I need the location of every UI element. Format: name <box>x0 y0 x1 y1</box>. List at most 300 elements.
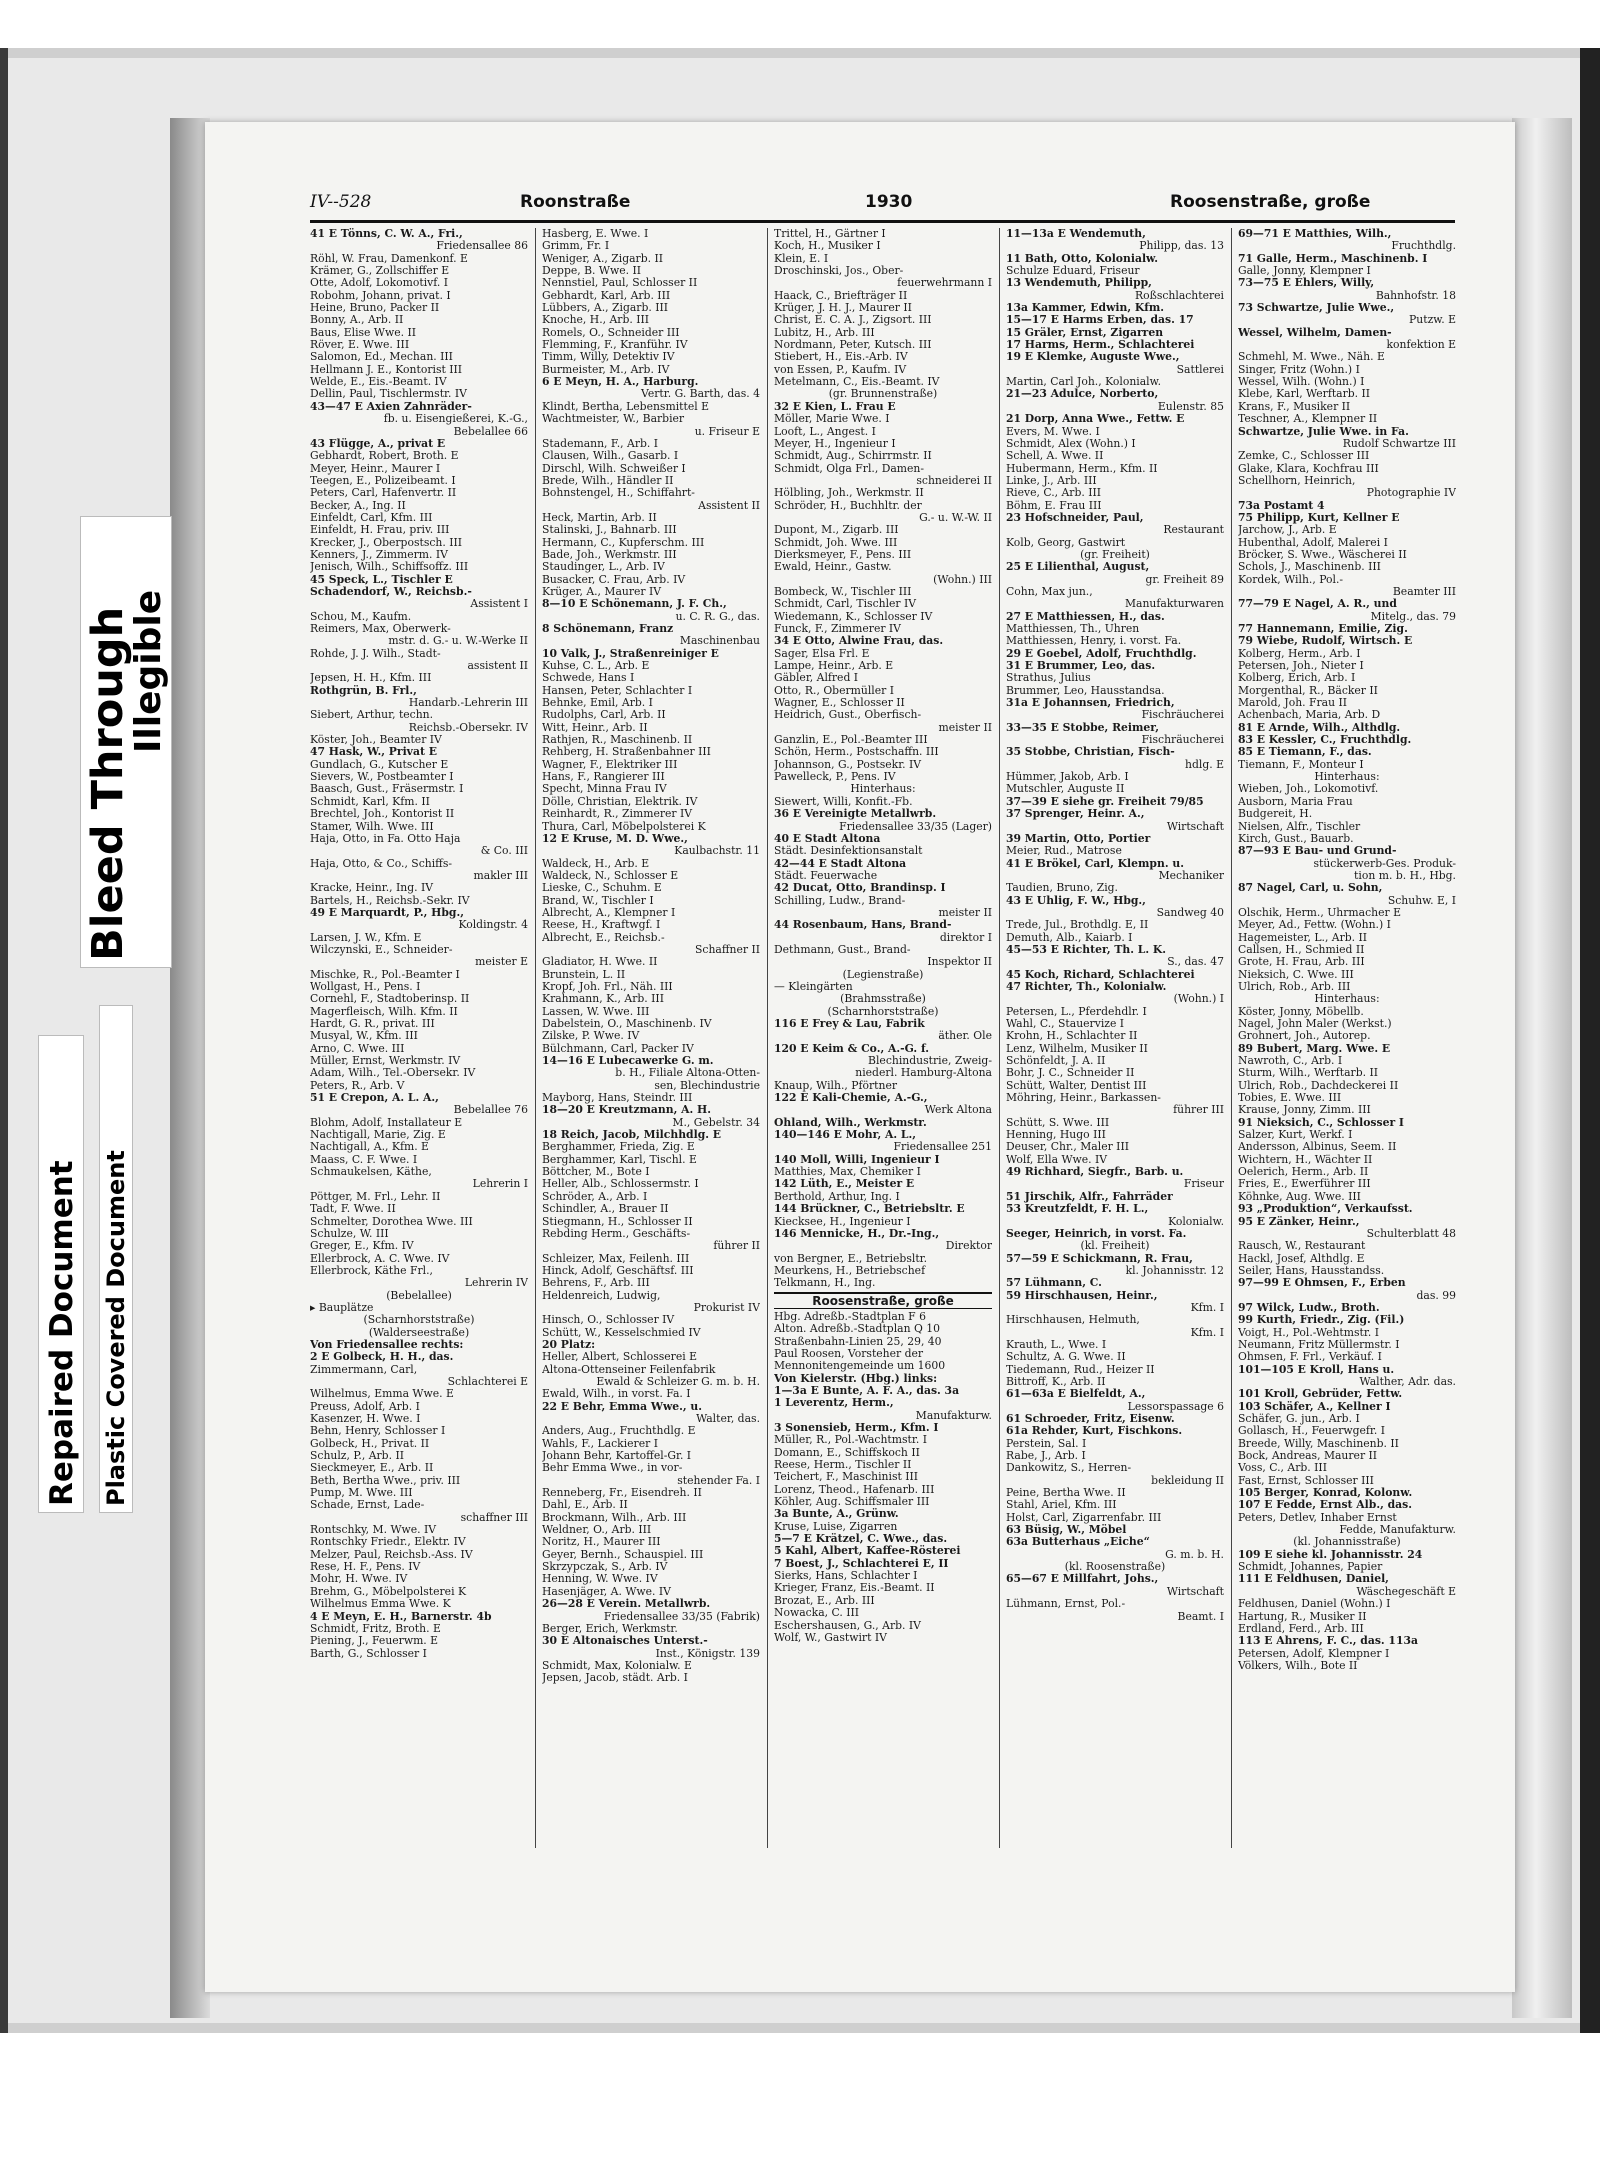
directory-entry: Wieben, Joh., Lokomotivf. <box>1238 783 1379 796</box>
directory-entry: 6 E Meyn, H. A., Harburg. <box>542 376 699 389</box>
directory-entry: Hasenjäger, A. Wwe. IV <box>542 1585 671 1598</box>
directory-entry: Ellerbrock, Käthe Frl., <box>310 1264 433 1277</box>
directory-entry: Kolberg, Herm., Arb. I <box>1238 647 1361 660</box>
directory-entry: Beth, Bertha Wwe., priv. III <box>310 1474 461 1487</box>
directory-entry: Rontschky, M. Wwe. IV <box>310 1524 437 1537</box>
directory-entry: Henning, Hugo III <box>1006 1129 1106 1142</box>
directory-entry: Heine, Bruno, Packer II <box>310 302 440 315</box>
directory-entry: Telkmann, H., Ing. <box>774 1277 876 1290</box>
directory-entry: Einfeldt, H. Frau, priv. III <box>310 524 450 537</box>
column-divider <box>999 228 1000 1848</box>
directory-entry: 23 Hofschneider, Paul, <box>1006 511 1144 524</box>
directory-entry: 97—99 E Ohmsen, F., Erben <box>1238 1277 1406 1290</box>
directory-entry: Funck, F., Zimmerer IV <box>774 623 901 635</box>
directory-entry: fb. u. Eisengießerei, K.-G., <box>383 413 528 426</box>
directory-entry: Preuss, Adolf, Arb. I <box>310 1400 420 1413</box>
directory-entry: schneiderei II <box>916 474 992 487</box>
directory-entry: äther. Öle <box>938 1030 992 1043</box>
directory-entry: Schmehl, M. Wwe., Näh. E <box>1238 351 1385 364</box>
directory-entry: 1—3a E Bunte, A. F. A., das. 3a <box>774 1384 960 1397</box>
directory-entry: Von Friedensallee rechts: <box>310 1338 464 1351</box>
directory-entry: Taudien, Bruno, Zig. <box>1006 882 1118 895</box>
directory-entry: Klebe, Karl, Werftarb. II <box>1238 388 1371 401</box>
directory-entry: Meier, Rud., Matrose <box>1006 845 1122 858</box>
directory-entry: S., das. 47 <box>1167 956 1224 969</box>
directory-entry: Inst., Königstr. 139 <box>655 1647 760 1660</box>
directory-entry: Musyal, W., Kfm. III <box>310 1030 418 1043</box>
directory-entry: Bartels, H., Reichsb.-Sekr. IV <box>310 894 470 907</box>
directory-entry: Hellmann J. E., Kontorist III <box>310 363 463 376</box>
directory-entry: (gr. Freiheit) <box>1080 548 1150 561</box>
directory-entry: 3 Sonensieb, Herm., Kfm. I <box>774 1422 939 1434</box>
directory-entry: Gundlach, G., Kutscher E <box>310 758 449 771</box>
directory-entry: hdlg. E <box>1185 758 1224 771</box>
directory-entry: Anders, Aug., Fruchthdlg. E <box>542 1425 696 1438</box>
directory-entry: 7 Boest, J., Schlachterei E, II <box>774 1557 949 1570</box>
directory-entry: 5 Kahl, Albert, Kaffee-Rösterei <box>774 1545 961 1558</box>
label-illegible: Illegible <box>128 589 169 753</box>
directory-entry: Dabelstein, O., Maschinenb. IV <box>542 1018 712 1030</box>
directory-entry: 4 E Meyn, E. H., Barnerstr. 4b <box>310 1610 492 1623</box>
directory-entry: Fischräucherei <box>1141 709 1224 722</box>
directory-entry: 49 Richhard, Siegfr., Barb. u. <box>1006 1166 1184 1179</box>
directory-entry: Mechaniker <box>1158 869 1224 882</box>
directory-column-5 <box>1238 228 1456 1848</box>
directory-entry: Schmidt, Max, Kolonialw. E <box>542 1659 692 1672</box>
directory-entry: Dirschl, Wilh. Schweißer I <box>542 462 686 475</box>
directory-entry: Callsen, H., Schmied II <box>1238 943 1365 956</box>
directory-entry: Linke, J., Arb. III <box>1006 474 1097 487</box>
directory-entry: Albrecht, E., Reichsb.- <box>542 931 665 944</box>
directory-entry: Dupont, M., Zigarb. III <box>774 524 899 537</box>
directory-entry: Arno, C. Wwe. III <box>310 1042 405 1055</box>
directory-entry: Larsen, J. W., Kfm. E <box>310 931 422 944</box>
directory-entry: Böttcher, M., Bote I <box>542 1166 650 1179</box>
directory-entry: Ulrich, Rob., Arb. III <box>1238 980 1351 993</box>
directory-entry: Andersson, Albinus, Seem. II <box>1238 1141 1397 1154</box>
header-rule <box>310 220 1455 223</box>
directory-entry: Kordek, Wilh., Pol.- <box>1238 573 1344 586</box>
directory-entry: Piening, J., Feuerwm. E <box>310 1635 439 1648</box>
scan-edge-left <box>0 48 8 2033</box>
directory-entry: Lassen, W. Wwe. III <box>542 1005 650 1018</box>
directory-entry: Lieske, C., Schuhm. E <box>542 882 662 895</box>
directory-entry: Matthies, Max, Chemiker I <box>774 1166 921 1179</box>
directory-entry: Berghammer, Frieda, Zig. E <box>542 1141 695 1154</box>
directory-entry: Deppe, B. Wwe. II <box>542 265 642 278</box>
directory-entry: Pöttger, M. Frl., Lehr. II <box>310 1190 441 1203</box>
directory-entry: Schmidt, Karl, Kfm. II <box>310 795 430 808</box>
directory-entry: Hagemeister, L., Arb. II <box>1238 931 1368 944</box>
directory-entry: Evers, M. Wwe. I <box>1006 425 1100 438</box>
directory-entry: von Essen, P., Kaufm. IV <box>774 363 907 376</box>
directory-entry: Dierksmeyer, F., Pens. III <box>774 548 912 561</box>
directory-entry: Morgenthal, R., Bäcker II <box>1238 684 1378 697</box>
directory-entry: Kiecksee, H., Ingenieur I <box>774 1215 911 1228</box>
directory-entry: 59 Hirschhausen, Heinr., <box>1006 1289 1158 1302</box>
directory-entry: Breede, Willy, Maschinenb. II <box>1238 1437 1399 1450</box>
directory-entry: Hinterhaus: <box>850 783 916 796</box>
directory-entry: Schröder, A., Arb. I <box>542 1190 648 1203</box>
directory-entry: Philipp, das. 13 <box>1139 240 1224 253</box>
directory-entry: Cohn, Max jun., <box>1006 585 1093 598</box>
directory-entry: Krause, Jonny, Zimm. III <box>1238 1104 1371 1117</box>
directory-entry: Lübbers, A., Zigarb. III <box>542 302 669 315</box>
directory-entry: 103 Schäfer, A., Kellner I <box>1238 1400 1391 1413</box>
directory-entry: Gladiator, H. Wwe. II <box>542 956 658 969</box>
directory-entry: 142 Lüth, E., Meister E <box>774 1178 915 1191</box>
directory-entry: Voss, C., Arb. III <box>1238 1462 1327 1475</box>
directory-entry: 27 E Matthiessen, H., das. <box>1006 610 1165 623</box>
directory-entry: 77 Hannemann, Emilie, Zig. <box>1238 623 1408 635</box>
directory-entry: Hubermann, Herm., Kfm. II <box>1006 462 1158 475</box>
directory-entry: Rabe, J., Arb. I <box>1006 1450 1086 1463</box>
directory-entry: Schmidt, Carl, Tischler IV <box>774 598 917 611</box>
directory-entry: (kl. Johannisstraße) <box>1293 1536 1401 1549</box>
directory-entry: Behrens, F., Arb. III <box>542 1277 650 1290</box>
directory-entry: Marold, Joh. Frau II <box>1238 697 1348 710</box>
directory-entry: Schulterblatt 48 <box>1366 1227 1456 1240</box>
directory-entry: Röver, E. Wwe. III <box>310 339 410 352</box>
directory-entry: 21—23 Adulce, Norberto, <box>1006 388 1159 401</box>
directory-entry: 77—79 E Nagel, A. R., und <box>1238 598 1397 611</box>
directory-entry: Otte, Adolf, Lokomotivf. I <box>310 277 449 290</box>
directory-entry: Petersen, L., Pferdehdlr. I <box>1006 1005 1147 1018</box>
directory-entry: Blechindustrie, Zweig- <box>868 1055 992 1068</box>
directory-entry: Bohr, J. C., Schneider II <box>1006 1067 1135 1080</box>
directory-entry: Bebelallee 66 <box>453 425 528 438</box>
directory-entry: Lehrerin I <box>472 1178 528 1191</box>
directory-entry: Cornehl, F., Stadtoberinsp. II <box>310 993 470 1006</box>
directory-entry: Völkers, Wilh., Bote II <box>1238 1659 1358 1672</box>
directory-entry: 53 Kreutzfeldt, F. H. L., <box>1006 1203 1149 1216</box>
directory-entry: führer II <box>713 1240 760 1253</box>
directory-entry: G.- u. W.-W. II <box>919 511 992 524</box>
directory-entry: Budgereit, H. <box>1238 808 1313 821</box>
directory-entry: Köster, Joh., Beamter IV <box>310 734 442 747</box>
directory-entry: Maschinenbau <box>679 635 760 648</box>
directory-entry: Brozat, E., Arb. III <box>774 1594 875 1607</box>
directory-entry: Skrzypczak, S., Arb. IV <box>542 1561 668 1574</box>
directory-entry: meister II <box>938 906 992 919</box>
directory-entry: 105 Berger, Konrad, Kolonw. <box>1238 1487 1413 1500</box>
directory-entry: Feldhusen, Daniel (Wohn.) I <box>1238 1598 1391 1611</box>
directory-entry: Thura, Carl, Möbelpolsterei K <box>542 820 706 833</box>
directory-entry: Seeger, Heinrich, in vorst. Fa. <box>1006 1227 1187 1240</box>
directory-entry: Achenbach, Maria, Arb. D <box>1238 709 1381 722</box>
directory-entry: Wessel, Wilh. (Wohn.) I <box>1238 376 1365 389</box>
directory-entry: Stiegmann, H., Schlosser II <box>542 1215 693 1228</box>
directory-entry: tion m. b. H., Hbg. <box>1354 869 1456 882</box>
directory-entry: Knoche, H., Arb. III <box>542 314 650 327</box>
column-divider <box>1231 228 1232 1848</box>
scan-edge-right <box>1580 48 1600 2033</box>
directory-entry: 8 Schönemann, Franz <box>542 623 674 635</box>
directory-entry: Jenisch, Wilh., Schiffsoffz. III <box>310 561 469 574</box>
directory-entry: Schuhw. E, I <box>1387 894 1456 907</box>
directory-entry: Trittel, H., Gärtner I <box>774 228 886 240</box>
directory-entry: Jepsen, H. H., Kfm. III <box>310 672 432 685</box>
directory-entry: Johann Behr, Kartoffel-Gr. I <box>542 1450 692 1463</box>
directory-entry: 45 Speck, L., Tischler E <box>310 573 453 586</box>
directory-entry: Schmaukelsen, Käthe, <box>310 1166 432 1179</box>
directory-entry: Hinterhaus: <box>1314 771 1380 784</box>
directory-entry: Rohde, J. J. Wilh., Stadt- <box>310 647 441 660</box>
directory-entry: 122 E Kali-Chemie, A.-G., <box>774 1092 928 1105</box>
directory-entry: 10 Valk, J., Straßenreiniger E <box>542 647 719 660</box>
directory-entry: Siebert, Arthur, techn. <box>310 709 434 722</box>
directory-entry: Rieve, C., Arb. III <box>1006 487 1102 500</box>
directory-entry: 97 Wilck, Ludw., Broth. <box>1238 1301 1380 1314</box>
directory-column-2 <box>542 228 760 1848</box>
directory-column-4 <box>1006 228 1224 1848</box>
directory-entry: Voigt, H., Pol.-Wehtmstr. I <box>1238 1326 1379 1339</box>
directory-entry: Wilhelmus, Emma Wwe. E <box>310 1388 454 1401</box>
directory-entry: Sievers, W., Postbeamter I <box>310 771 454 784</box>
directory-entry: Heidrich, Gust., Oberfisch- <box>774 709 922 722</box>
directory-entry: Lehrerin IV <box>464 1277 528 1290</box>
directory-entry: 29 E Goebel, Adolf, Fruchthdlg. <box>1006 647 1197 660</box>
directory-entry: Schaffner II <box>695 943 760 956</box>
directory-entry: Brechtel, Joh., Kontorist II <box>310 808 455 821</box>
directory-entry: Berthold, Arthur, Ing. I <box>774 1190 900 1203</box>
directory-entry: Henning, W. Wwe. IV <box>542 1573 658 1586</box>
directory-entry: direktor I <box>939 931 992 944</box>
directory-entry: stehender Fa. I <box>677 1474 760 1487</box>
directory-entry: 33—35 E Stobbe, Reimer, <box>1006 721 1159 734</box>
directory-entry: Schmidt, Aug., Schirrmstr. II <box>774 450 932 463</box>
directory-entry: Kfm. I <box>1190 1326 1224 1339</box>
directory-entry: 15—17 E Harms Erben, das. 17 <box>1006 314 1194 327</box>
directory-entry: Brand, W., Tischler I <box>542 894 654 907</box>
directory-entry: 13 Wendemuth, Philipp, <box>1006 277 1152 290</box>
directory-entry: Schell, A. Wwe. II <box>1006 450 1104 463</box>
directory-entry: 31a E Johannsen, Friedrich, <box>1006 697 1175 710</box>
directory-entry: Clausen, Wilh., Gasarb. I <box>542 450 679 463</box>
directory-entry: Schäfer, G. jun., Arb. I <box>1238 1413 1360 1425</box>
column-divider <box>767 228 768 1848</box>
directory-entry: Friedensallee 33/35 (Lager) <box>839 820 992 833</box>
directory-entry: 43 Flügge, A., privat E <box>310 437 446 450</box>
directory-entry: Manufakturwaren <box>1124 598 1224 611</box>
directory-entry: Schleizer, Max, Feilenh. III <box>542 1252 690 1265</box>
directory-entry: Meyer, Heinr., Maurer I <box>310 462 441 475</box>
directory-entry: Pump, M. Wwe. III <box>310 1487 413 1500</box>
directory-entry: Baasch, Gust., Fräsermstr. I <box>310 783 464 796</box>
directory-entry: 99 Kurth, Friedr., Zig. (Fil.) <box>1238 1314 1405 1327</box>
directory-entry: Lubitz, H., Arb. III <box>774 326 875 339</box>
directory-entry: Wessel, Wilhelm, Damen- <box>1238 326 1392 339</box>
directory-entry: Bombeck, W., Tischler III <box>774 585 912 598</box>
label-plastic: Plastic Covered Document <box>102 1150 130 1506</box>
directory-entry: Schmidt, Olga Frl., Damen- <box>774 462 925 475</box>
directory-entry: Robohm, Johann, privat. I <box>310 289 451 302</box>
directory-page <box>205 122 1515 1992</box>
directory-entry: 65—67 E Millfahrt, Johs., <box>1006 1573 1159 1586</box>
directory-entry: Krans, F., Musiker II <box>1238 400 1351 413</box>
directory-entry: Müller, Ernst, Werkmstr. IV <box>310 1055 461 1068</box>
directory-entry: Alton. Adreßb.-Stadtplan Q 10 <box>774 1323 941 1336</box>
directory-entry: Schou, M., Kaufm. <box>310 610 412 623</box>
directory-entry: Christ, E. C. A. J., Zigsort. III <box>774 314 932 327</box>
directory-entry: Wollgast, H., Pens. I <box>310 980 421 993</box>
directory-entry: Tobies, E. Wwe. III <box>1238 1092 1342 1105</box>
directory-entry: Direktor <box>945 1240 992 1253</box>
directory-entry: Lorenz, Theod., Hafenarb. III <box>774 1483 935 1496</box>
directory-entry: Schilling, Ludw., Brand- <box>774 894 906 907</box>
directory-entry: Grohnert, Joh., Autorep. <box>1238 1030 1371 1043</box>
directory-entry: Jepsen, Jacob, städt. Arb. I <box>542 1672 688 1685</box>
directory-entry: Mohr, H. Wwe. IV <box>310 1573 408 1586</box>
directory-entry: Metelmann, C., Eis.-Beamt. IV <box>774 376 940 389</box>
directory-entry: Berghammer, Karl, Tischl. E <box>542 1153 697 1166</box>
directory-entry: Haack, C., Briefträger II <box>774 289 908 302</box>
directory-entry: mstr. d. G.- u. W.-Werke II <box>388 635 528 648</box>
directory-entry: 51 E Crepon, A. L. A., <box>310 1092 439 1105</box>
directory-entry: Petersen, Adolf, Klempner I <box>1238 1647 1390 1660</box>
directory-entry: Schlachterei E <box>447 1375 528 1388</box>
directory-entry: 13a Kammer, Edwin, Kfm. <box>1006 302 1165 315</box>
directory-entry: Wiedemann, K., Schlosser IV <box>774 610 933 623</box>
directory-entry: Peine, Bertha Wwe. II <box>1006 1487 1126 1500</box>
directory-entry: Schadendorf, W., Reichsb.- <box>310 585 472 598</box>
directory-entry: Tiemann, F., Monteur I <box>1238 758 1364 771</box>
directory-entry: Ganzlin, E., Pol.-Beamter III <box>774 734 928 747</box>
directory-entry: 14—16 E Lubecawerke G. m. <box>542 1055 714 1068</box>
directory-entry: Meyer, H., Ingenieur I <box>774 437 896 450</box>
directory-entry: Lühmann, Ernst, Pol.- <box>1006 1598 1126 1611</box>
directory-entry: Hbg. Adreßb.-Stadtplan F 6 <box>774 1310 926 1323</box>
directory-entry: Kolb, Georg, Gastwirt <box>1006 536 1126 549</box>
directory-entry: Magerfleisch, Wilh. Kfm. II <box>310 1005 458 1018</box>
directory-entry: Schütt, Walter, Dentist III <box>1006 1079 1147 1092</box>
directory-entry: Eulenstr. 85 <box>1157 400 1224 413</box>
directory-entry: Knaup, Wilh., Pförtner <box>774 1079 898 1092</box>
directory-entry: Schmidt, Joh. Wwe. III <box>774 536 898 549</box>
directory-entry: Müller, R., Pol.-Wachtmstr. I <box>774 1434 927 1447</box>
directory-entry: Rausch, W., Restaurant <box>1238 1240 1366 1253</box>
directory-entry: Renneberg, Fr., Eisendreh. II <box>542 1487 702 1500</box>
directory-entry: Ausborn, Maria Frau <box>1238 795 1353 808</box>
directory-entry: Olschik, Herm., Uhrmacher E <box>1238 906 1401 919</box>
directory-entry: Kfm. I <box>1190 1301 1224 1314</box>
directory-entry: (Bebelallee) <box>386 1289 452 1302</box>
directory-entry: Oelerich, Herm., Arb. II <box>1238 1166 1369 1179</box>
directory-entry: 21 Dorp, Anna Wwe., Fettw. E <box>1006 413 1185 426</box>
directory-entry: Bülchmann, Carl, Packer IV <box>542 1042 694 1055</box>
directory-entry: Schütt, W., Kesselschmied IV <box>542 1326 701 1339</box>
directory-entry: 73 Schwartze, Julie Wwe., <box>1238 302 1395 315</box>
directory-entry: Kasenzer, H. Wwe. I <box>310 1413 421 1425</box>
directory-entry: Otto, R., Obermüller I <box>774 684 894 697</box>
directory-entry: Sattlerei <box>1176 363 1224 376</box>
directory-entry: 93 „Produktion“, Verkaufsst. <box>1238 1203 1413 1216</box>
label-bleed-strip <box>80 516 172 968</box>
directory-entry: Schade, Ernst, Lade- <box>310 1499 425 1512</box>
directory-entry: Friseur <box>1183 1178 1224 1191</box>
directory-entry: Barth, G., Schlosser I <box>310 1647 427 1660</box>
directory-entry: Albrecht, A., Klempner I <box>542 906 676 919</box>
directory-entry: 45—53 E Richter, Th. L. K. <box>1006 943 1167 956</box>
directory-entry: 144 Brückner, C., Betriebsltr. E <box>774 1203 965 1216</box>
directory-entry: Rathjen, R., Maschinenb. II <box>542 734 693 747</box>
directory-entry: Krieger, Franz, Eis.-Beamt. II <box>774 1582 935 1595</box>
directory-entry: Peters, Detlev, Inhaber Ernst <box>1238 1511 1397 1524</box>
directory-entry: Pawelleck, P., Pens. IV <box>774 771 896 784</box>
directory-entry: Koch, H., Musiker I <box>774 240 881 253</box>
directory-entry: Ohmsen, F. Frl., Verkäuf. I <box>1238 1351 1382 1364</box>
directory-entry: Reimers, Max, Oberwerk- <box>310 623 451 635</box>
directory-entry: Golbeck, H., Privat. II <box>310 1437 430 1450</box>
directory-entry: von Bergner, E., Betriebsltr. <box>774 1252 928 1265</box>
directory-entry: Schwartze, Julie Wwe. in Fa. <box>1238 425 1409 438</box>
directory-entry: Zemke, C., Schlosser III <box>1238 450 1370 463</box>
directory-entry: Romels, O., Schneider III <box>542 326 680 339</box>
directory-entry: Tadt, F. Wwe. II <box>310 1203 396 1216</box>
directory-entry: Perstein, Sal. I <box>1006 1437 1087 1450</box>
directory-entry: Nowacka, C. III <box>774 1607 860 1620</box>
directory-entry: Krämer, G., Zollschiffer E <box>310 265 450 278</box>
directory-entry: Klindt, Bertha, Lebensmittel E <box>542 400 709 413</box>
directory-entry: — Kleingärten <box>774 980 853 993</box>
directory-entry: Brockmann, Wilh., Arb. III <box>542 1511 687 1524</box>
directory-entry: 43—47 E Axien Zahnräder- <box>310 400 472 413</box>
directory-entry: Wagner, E., Schlosser II <box>774 697 905 710</box>
directory-entry: Sandweg 40 <box>1156 906 1224 919</box>
directory-entry: Friedensallee 86 <box>436 240 528 253</box>
directory-entry: Hermann, C., Kupferschm. III <box>542 536 705 549</box>
directory-entry: 42—44 E Stadt Altona <box>774 857 907 870</box>
directory-entry: Melzer, Paul, Reichsb.-Ass. IV <box>310 1548 473 1561</box>
label-plastic-strip <box>99 1005 133 1513</box>
directory-entry: kl. Johannisstr. 12 <box>1125 1264 1224 1277</box>
directory-entry: Bock, Andreas, Maurer II <box>1238 1450 1378 1463</box>
directory-entry: Schmidt, Alex (Wohn.) I <box>1006 437 1136 450</box>
directory-entry: Bonny, A., Arb. II <box>310 314 404 327</box>
directory-entry: Wilczynski, E., Schneider- <box>310 943 453 956</box>
directory-entry: Krüger, A., Maurer IV <box>542 585 662 598</box>
directory-entry: Wahl, C., Stauervize I <box>1006 1018 1125 1030</box>
directory-entry: Nordmann, Peter, Kutsch. III <box>774 339 932 352</box>
directory-entry: Krüger, J. H. J., Maurer II <box>774 302 912 315</box>
directory-entry: konfektion E <box>1386 339 1456 352</box>
directory-entry: 146 Mennicke, H., Dr.-Ing., <box>774 1227 940 1240</box>
directory-entry: 45 Koch, Richard, Schlachterei <box>1006 968 1195 981</box>
directory-entry: Vertr. G. Barth, das. 4 <box>641 388 760 401</box>
directory-entry: 81 E Arnde, Wilh., Althdlg. <box>1238 721 1401 734</box>
directory-entry: Dethmann, Gust., Brand- <box>774 943 911 956</box>
directory-entry: Stiebert, H., Eis.-Arb. IV <box>774 351 908 364</box>
directory-entry: Wäschegeschäft E <box>1356 1585 1456 1598</box>
directory-entry: Gollasch, H., Feuerwgefr. I <box>1238 1425 1386 1438</box>
directory-entry: Fischräucherei <box>1141 734 1224 747</box>
directory-entry: Erdland, Ferd., Arb. III <box>1238 1622 1364 1635</box>
directory-entry: feuerwehrmann I <box>897 277 992 290</box>
directory-entry: Schütt, S. Wwe. III <box>1006 1116 1110 1129</box>
directory-entry: 11 Bath, Otto, Kolonialw. <box>1006 252 1159 265</box>
directory-entry: b. H., Filiale Altona-Otten- <box>615 1067 760 1080</box>
directory-entry: 40 E Stadt Altona <box>774 832 881 845</box>
directory-entry: niederl. Hamburg-Altona <box>855 1067 992 1080</box>
directory-entry: 47 Hask, W., Privat E <box>310 746 437 759</box>
directory-entry: Wachtmeister, W., Barbier <box>542 413 685 426</box>
directory-entry: Städt. Feuerwache <box>774 869 878 882</box>
directory-entry: Friedensallee 251 <box>893 1141 992 1154</box>
directory-entry: Wolf, Ella Wwe. IV <box>1006 1153 1108 1166</box>
directory-entry: Krohn, H., Schlachter II <box>1006 1030 1138 1043</box>
directory-entry: stückerwerb-Ges. Produk- <box>1313 857 1456 870</box>
directory-entry: gr. Freiheit 89 <box>1145 573 1224 586</box>
